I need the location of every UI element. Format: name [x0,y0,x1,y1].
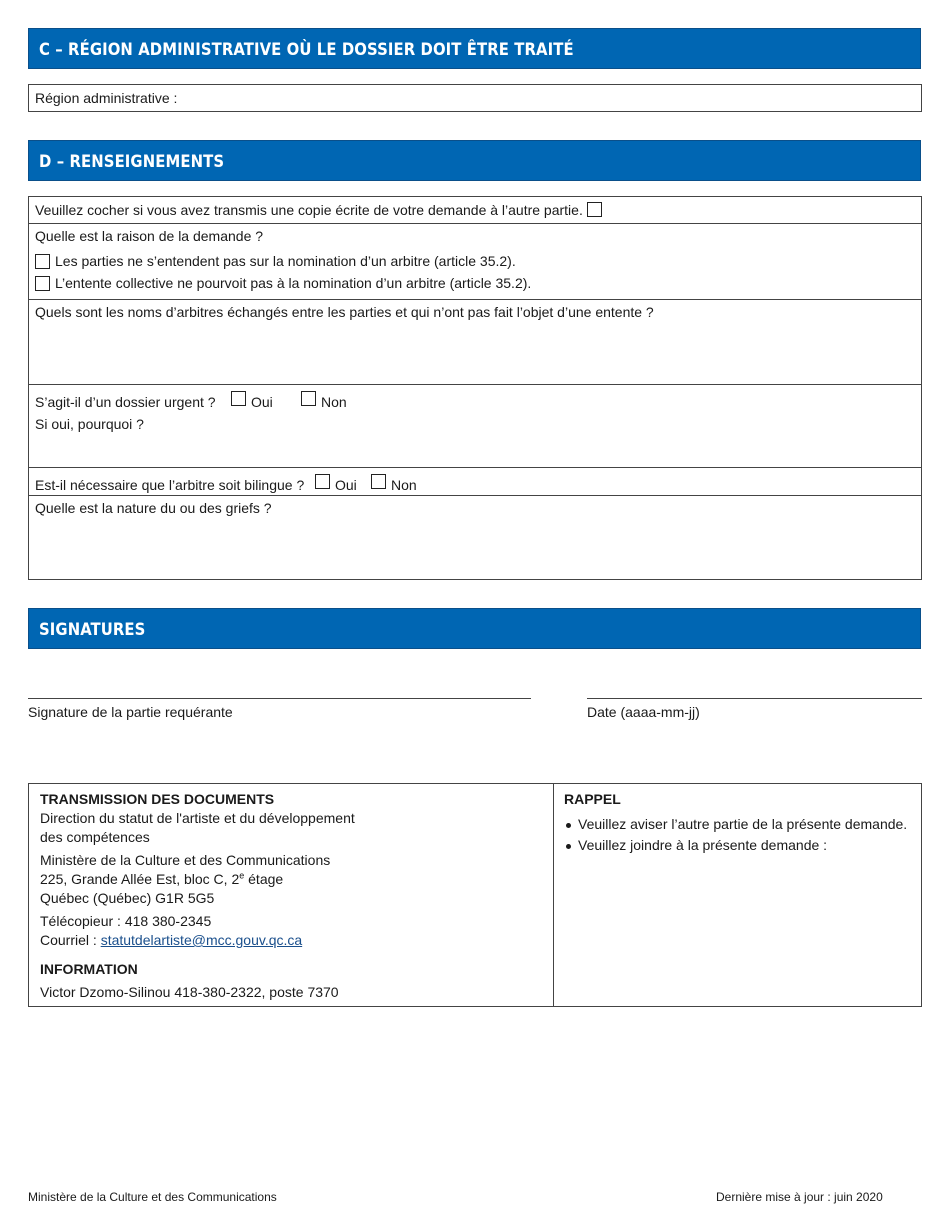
signature-line[interactable] [28,698,531,699]
arbiters-question: Quels sont les noms d’arbitres échangés entre les parties et qui n’ont pas fait l’objet d’une entente ? [35,304,654,320]
region-label: Région administrative : [35,90,178,106]
transmission-line-1: Direction du statut de l'artiste et du développement [40,810,355,826]
reason-option-2-label: L’entente collective ne pourvoit pas à la nomination d’un arbitre (article 35.2). [55,275,532,291]
email-link[interactable]: statutdelartiste@mcc.gouv.qc.ca [100,932,303,948]
bilingual-no-label: Non [391,477,417,493]
section-d-header: D – RENSEIGNEMENTS [28,140,921,181]
urgent-no-label: Non [321,394,347,410]
signatures-header: SIGNATURES [28,608,921,649]
bilingual-no-checkbox[interactable] [371,474,386,489]
row-divider [28,467,922,468]
reason-option-1-checkbox[interactable] [35,254,50,269]
signature-label: Signature de la partie requérante [28,704,233,720]
rappel-heading: RAPPEL [564,791,621,807]
date-label: Date (aaaa-mm-jj) [587,704,700,720]
urgent-yes-checkbox[interactable] [231,391,246,406]
bullet-icon [566,823,571,828]
rappel-item: Veuillez aviser l’autre partie de la présente demande. [578,816,908,832]
urgent-question: S’agit-il d’un dossier urgent ? [35,394,216,410]
transmission-address [40,870,283,888]
date-line[interactable] [587,698,922,699]
email-label: Courriel : [40,932,101,948]
arbiters-answer-area[interactable] [29,322,921,382]
footer-right: Dernière mise à jour : juin 2020 [716,1190,883,1204]
copy-question: Veuillez cocher si vous avez transmis une copie écrite de votre demande à l’autre partie. [35,202,583,218]
bilingual-yes-label: Oui [335,477,357,493]
address-part: 225, Grande Allée Est, bloc C, 2 [40,871,240,887]
urgent-why-label: Si oui, pourquoi ? [35,416,144,432]
row-divider [28,384,922,385]
reason-option-1-label: Les parties ne s’entendent pas sur la nomination d’un arbitre (article 35.2). [55,253,516,269]
email-line [40,931,302,949]
row-divider [28,495,922,496]
reason-question: Quelle est la raison de la demande ? [35,228,264,244]
address-part: étage [244,871,284,887]
urgent-yes-label: Oui [251,394,273,410]
grievance-question: Quelle est la nature du ou des griefs ? [35,500,272,516]
info-heading: INFORMATION [40,961,138,977]
transmission-line-2: des compétences [40,829,150,845]
urgent-no-checkbox[interactable] [301,391,316,406]
reason-option-2-checkbox[interactable] [35,276,50,291]
fax-line: Télécopieur : 418 380-2345 [40,913,212,929]
row-divider [28,223,922,224]
section-c-header: C – RÉGION ADMINISTRATIVE OÙ LE DOSSIER DOIT ÊTRE TRAITÉ [28,28,921,69]
address-superscript: e [239,870,245,881]
region-field[interactable] [28,84,922,112]
footer-left: Ministère de la Culture et des Communications [28,1190,277,1204]
transmission-heading: TRANSMISSION DES DOCUMENTS [40,791,275,807]
copy-checkbox[interactable] [587,202,602,217]
bullet-icon [566,844,571,849]
transmission-city: Québec (Québec) G1R 5G5 [40,890,215,906]
row-divider [28,299,922,300]
transmission-line-3: Ministère de la Culture et des Communications [40,852,331,868]
bilingual-question: Est-il nécessaire que l’arbitre soit bilingue ? [35,477,305,493]
grievance-answer-area[interactable] [29,518,921,578]
info-box-divider [553,783,554,1007]
bilingual-yes-checkbox[interactable] [315,474,330,489]
info-contact: Victor Dzomo-Silinou 418-380-2322, poste 7370 [40,984,339,1000]
rappel-item: Veuillez joindre à la présente demande : [578,837,828,853]
